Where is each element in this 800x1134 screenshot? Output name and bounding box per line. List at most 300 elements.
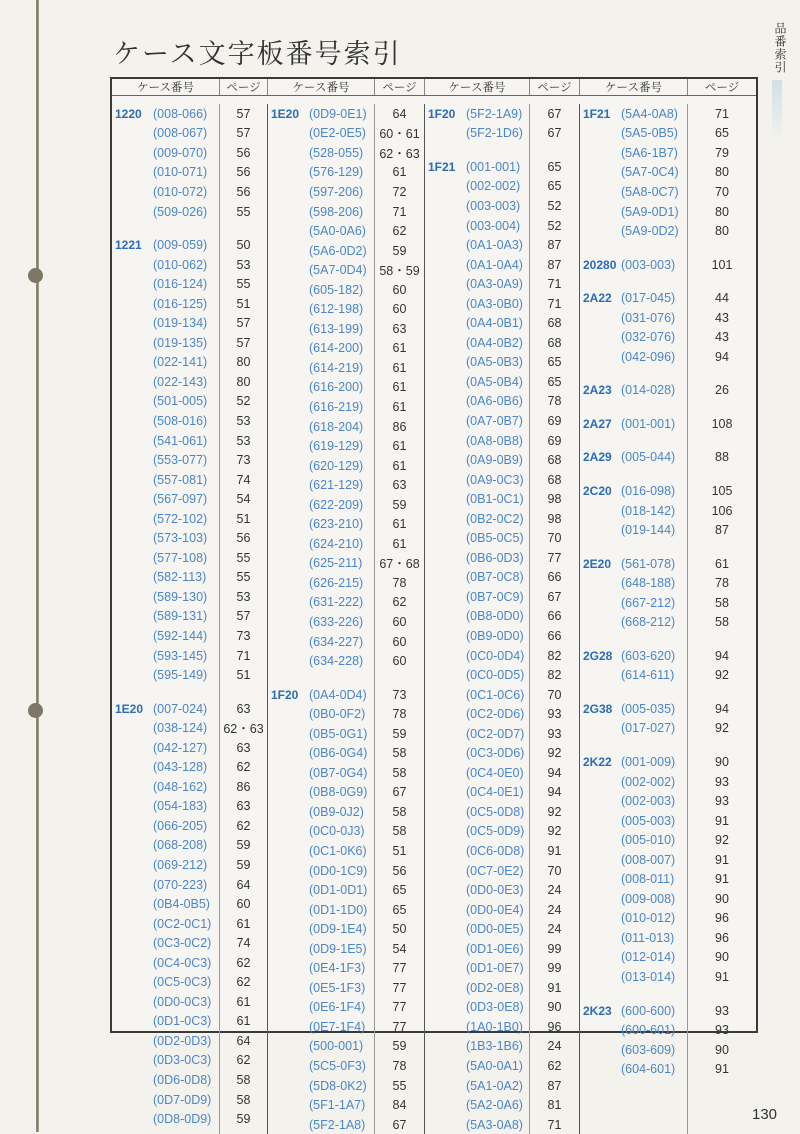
- table-row: [580, 666, 687, 686]
- table-row: [425, 1056, 529, 1076]
- table-row: [268, 202, 374, 222]
- model-number: 2A27: [583, 416, 612, 431]
- page-ref: 64: [236, 1033, 251, 1048]
- dial-code: (0D0-0E4): [466, 902, 524, 917]
- table-row: [112, 914, 219, 934]
- page-ref: 71: [547, 1117, 562, 1132]
- table-row: [580, 1059, 687, 1079]
- page-ref: 67: [547, 126, 562, 141]
- dial-code: (0A4-0B1): [466, 316, 523, 331]
- page-ref: 58: [715, 615, 729, 630]
- dial-code: (019-144): [621, 523, 676, 538]
- dial-code: (013-014): [621, 970, 676, 984]
- dial-code: (0B8-0D0): [466, 609, 524, 624]
- table-row: [112, 548, 219, 568]
- table-row: [580, 830, 687, 850]
- dial-code: (0B7-0G4): [309, 765, 368, 780]
- column-group: [580, 104, 756, 1134]
- page-ref: 91: [715, 813, 729, 828]
- dial-code: (5A5-0B5): [621, 126, 678, 141]
- dial-code: (614-200): [309, 341, 364, 356]
- dial-code: (0B7-0C9): [466, 589, 524, 604]
- table-row: [425, 587, 529, 607]
- page-ref: 61: [392, 341, 407, 356]
- table-row: [425, 861, 529, 881]
- page-ref: 69: [547, 413, 562, 428]
- dial-code: (032-076): [621, 330, 676, 345]
- dial-code: (5F2-1A9): [466, 106, 523, 121]
- table-row: [580, 646, 687, 666]
- page-ref: 62・63: [223, 722, 264, 737]
- page-ref: 57: [236, 106, 251, 121]
- model-number: 1F21: [583, 106, 611, 121]
- page-ref: 94: [715, 648, 729, 663]
- page-ref: 67: [547, 589, 562, 604]
- dial-code: (624-210): [309, 536, 364, 551]
- page-ref: 56: [392, 863, 407, 878]
- table-row: [268, 554, 374, 574]
- table-row: [268, 221, 374, 241]
- page-ref: 92: [547, 804, 562, 819]
- dial-code: (0D9-1E5): [309, 941, 367, 956]
- header-page: ページ: [375, 79, 425, 95]
- dial-code: (561-078): [621, 556, 676, 571]
- page-ref: 52: [547, 198, 562, 213]
- model-number: 1220: [115, 106, 142, 121]
- table-row: [580, 850, 687, 870]
- page-ref: 78: [392, 707, 407, 722]
- table-row: [580, 889, 687, 909]
- dial-code: (005-010): [621, 833, 676, 848]
- page-ref: 43: [715, 330, 729, 345]
- table-row: [268, 822, 374, 842]
- page-ref: 74: [236, 472, 251, 487]
- table-row: [268, 880, 374, 900]
- dial-code: (005-035): [621, 701, 676, 716]
- dial-code: (0C5-0D8): [466, 804, 525, 819]
- table-row: [268, 319, 374, 339]
- dial-code: (604-601): [621, 1062, 676, 1077]
- page-ref: 62: [236, 955, 251, 970]
- dial-code: (0C6-0D8): [466, 844, 525, 858]
- page-ref: 80: [715, 165, 729, 180]
- page-ref: 94: [547, 785, 562, 800]
- table-row: [580, 255, 687, 275]
- dial-code: (009-059): [153, 238, 208, 253]
- table-row: [112, 797, 219, 817]
- page-ref: 96: [547, 1019, 562, 1034]
- dial-code: (5F2-1A8): [309, 1117, 366, 1132]
- page-ref: 64: [236, 877, 251, 892]
- page-ref: 94: [715, 349, 729, 364]
- table-row: [580, 719, 687, 739]
- table-row: [268, 900, 374, 920]
- group-spacer: [112, 685, 219, 699]
- table-row: [580, 520, 687, 540]
- page-ref: 82: [547, 648, 562, 663]
- page-ref: 57: [236, 609, 251, 624]
- dial-code: (010-012): [621, 911, 676, 926]
- table-row: [580, 308, 687, 328]
- dial-code: (612-198): [309, 302, 364, 317]
- table-row: [268, 104, 374, 124]
- dial-code: (008-011): [621, 872, 675, 887]
- dial-code: (557-081): [153, 472, 208, 487]
- dial-code: (0A3-0B0): [466, 296, 523, 311]
- dial-code: (002-002): [621, 774, 676, 789]
- page-ref: 54: [236, 492, 251, 507]
- table-row: [112, 646, 219, 666]
- table-row: [580, 501, 687, 521]
- page-ref: 59: [236, 858, 251, 872]
- dial-code: (0C2-0D6): [466, 707, 525, 722]
- dial-code: (0B1-0C1): [466, 492, 524, 507]
- page-ref: 61: [392, 458, 407, 473]
- dial-code: (0C3-0D6): [466, 746, 525, 761]
- page-ref: 68: [547, 316, 562, 331]
- dial-code: (618-204): [309, 419, 364, 434]
- dial-code: (0D0-0E5): [466, 922, 524, 937]
- page-ref: 44: [715, 291, 729, 306]
- table-row: [112, 1051, 219, 1071]
- page-ref: 93: [715, 1003, 729, 1018]
- table-row: [425, 1037, 529, 1057]
- page-ref: 24: [547, 922, 562, 937]
- dial-code: (597-206): [309, 184, 364, 199]
- table-row: [112, 470, 219, 490]
- page-ref: 55: [236, 570, 251, 585]
- group-spacer: [688, 540, 756, 554]
- table-row: [268, 534, 374, 554]
- table-row: [425, 274, 529, 294]
- page-ref: 60: [392, 634, 407, 649]
- table-row: [112, 333, 219, 353]
- page-ref: 61: [392, 380, 407, 395]
- dial-code: (0D3-0E8): [466, 1000, 524, 1015]
- dial-code: (0A9-0B9): [466, 453, 523, 468]
- dial-code: (648-188): [621, 576, 676, 591]
- table-row: [268, 163, 374, 183]
- dial-code: (070-223): [153, 877, 208, 892]
- page-ref: 61: [236, 994, 251, 1009]
- table-row: [112, 738, 219, 758]
- dial-code: (5F1-1A7): [309, 1098, 366, 1113]
- table-row: [425, 822, 529, 842]
- dial-code: (5A6-1B7): [621, 145, 678, 160]
- page-ref: 90: [715, 891, 729, 906]
- table-row: [425, 216, 529, 236]
- table-row: [112, 124, 219, 144]
- table-row: [112, 372, 219, 392]
- page-ref: 64: [392, 106, 407, 121]
- dial-code: (010-071): [153, 165, 208, 180]
- model-number: 1E20: [115, 701, 144, 716]
- dial-code: (509-026): [153, 204, 208, 219]
- table-row: [580, 481, 687, 501]
- table-row: [268, 1017, 374, 1037]
- dial-code: (0B6-0G4): [309, 746, 368, 761]
- page-ref: 91: [715, 852, 729, 867]
- dial-code: (0A3-0A9): [466, 277, 523, 292]
- table-row: [112, 1109, 219, 1129]
- dial-code: (0A5-0B3): [466, 355, 523, 370]
- group-spacer: [580, 540, 687, 554]
- table-row: [268, 299, 374, 319]
- dial-code: (0C0-0D4): [466, 648, 525, 663]
- table-row: [425, 255, 529, 275]
- dial-code: (5A9-0D2): [621, 224, 679, 239]
- table-row: [425, 124, 529, 144]
- header-case-number: ケース番号: [580, 79, 688, 95]
- page-ref: 60: [392, 614, 407, 629]
- dial-code: (0D1-0C3): [153, 1014, 212, 1029]
- page-ref: 61: [715, 556, 729, 571]
- table-row: [425, 783, 529, 803]
- table-row: [425, 1076, 529, 1096]
- table-row: [580, 347, 687, 367]
- dial-code: (573-103): [153, 531, 208, 546]
- dial-code: (0C4-0C3): [153, 955, 212, 970]
- page-ref: 53: [236, 257, 251, 272]
- page-ref: 61: [392, 360, 407, 375]
- page-ref: 62: [236, 975, 251, 990]
- dial-code: (008-067): [153, 126, 208, 141]
- dial-code: (022-141): [153, 355, 208, 370]
- page-ref: 71: [547, 296, 562, 311]
- dial-code: (5F2-1D6): [466, 126, 523, 141]
- dial-code: (613-199): [309, 321, 364, 336]
- table-row: [112, 450, 219, 470]
- dial-code: (009-008): [621, 891, 676, 906]
- group-spacer: [688, 987, 756, 1001]
- table-header: [112, 79, 756, 96]
- group-spacer: [580, 241, 687, 255]
- page-ref: 59: [236, 1112, 251, 1127]
- page-ref: 62・63: [379, 146, 420, 161]
- page-ref: 96: [715, 930, 729, 945]
- dial-code: (0D1-1D0): [309, 902, 368, 917]
- page-ref: 66: [547, 609, 562, 624]
- group-spacer: [688, 685, 756, 699]
- page-ref: 86: [392, 419, 407, 434]
- page-ref: 59: [392, 1039, 407, 1054]
- case-dial-index-table: [110, 77, 758, 1132]
- page-ref: 52: [547, 218, 562, 233]
- page-ref: 61: [236, 916, 251, 931]
- table-row: [425, 939, 529, 959]
- table-row: [580, 791, 687, 811]
- table-row: [425, 763, 529, 783]
- page-ref: 60: [236, 897, 251, 912]
- dial-code: (5A7-0C4): [621, 165, 679, 180]
- page-ref: 53: [236, 413, 251, 428]
- dial-code: (0D0-1C9): [309, 863, 368, 878]
- page-ref: 60: [392, 654, 407, 669]
- dial-code: (5A9-0D1): [621, 204, 679, 219]
- table-row: [425, 900, 529, 920]
- table-row: [580, 573, 687, 593]
- page-ref: 50: [236, 238, 251, 253]
- dial-code: (0D7-0D9): [153, 1092, 212, 1107]
- table-row: [268, 593, 374, 613]
- table-row: [580, 870, 687, 890]
- dial-code: (0E4-1F3): [309, 961, 366, 976]
- dial-code: (0D0-0E3): [466, 883, 524, 898]
- dial-code: (0A4-0D4): [309, 687, 367, 702]
- page-ref: 78: [392, 1059, 407, 1074]
- page-ref: 93: [715, 794, 729, 809]
- page-ref: 82: [547, 668, 562, 683]
- page-ref: 87: [547, 1078, 562, 1093]
- page-ref: 56: [236, 184, 251, 199]
- table-row: [268, 260, 374, 280]
- table-row: [580, 163, 687, 183]
- page-ref: 65: [547, 355, 562, 370]
- page-ref: 87: [547, 257, 562, 272]
- table-row: [580, 104, 687, 124]
- page-ref: 90: [715, 950, 729, 965]
- table-row: [268, 998, 374, 1018]
- table-row: [425, 157, 529, 177]
- dial-code: (5A0-0A1): [466, 1059, 523, 1074]
- dial-code: (667-212): [621, 595, 676, 610]
- table-row: [425, 646, 529, 666]
- page-ref: 91: [547, 980, 562, 995]
- table-row: [425, 104, 529, 124]
- dial-code: (0D1-0E7): [466, 961, 524, 976]
- dial-code: (616-200): [309, 380, 364, 395]
- dial-code: (048-162): [153, 779, 208, 794]
- page-ref: 67: [547, 106, 562, 121]
- dial-code: (0D9-1E4): [309, 922, 367, 937]
- dial-code: (614-611): [621, 668, 675, 683]
- page-ref: 52: [236, 394, 251, 409]
- page-ref: 53: [236, 433, 251, 448]
- dial-code: (5A2-0A6): [466, 1098, 523, 1113]
- page-ref: 55: [236, 277, 251, 292]
- table-row: [580, 554, 687, 574]
- group-spacer: [580, 274, 687, 288]
- dial-code: (0C4-0E0): [466, 765, 524, 780]
- group-spacer: [688, 400, 756, 414]
- page-ref: 98: [547, 492, 562, 507]
- model-number: 2G28: [583, 648, 613, 663]
- model-number: 20280: [583, 257, 617, 272]
- page-ref: 78: [547, 394, 562, 409]
- table-body: [112, 96, 756, 1134]
- dial-code: (0E7-1F4): [309, 1019, 366, 1034]
- page-ref: 63: [392, 478, 407, 493]
- table-row: [425, 313, 529, 333]
- table-row: [268, 632, 374, 652]
- page-ref: 69: [547, 433, 562, 448]
- dial-code: (054-183): [153, 799, 208, 814]
- dial-code: (0B2-0C2): [466, 511, 524, 526]
- header-page: ページ: [220, 79, 268, 95]
- table-row: [112, 392, 219, 412]
- table-row: [268, 514, 374, 534]
- page-ref: 71: [236, 648, 251, 663]
- table-row: [425, 509, 529, 529]
- dial-code: (003-003): [466, 198, 521, 213]
- table-row: [268, 182, 374, 202]
- table-row: [580, 1040, 687, 1060]
- dial-code: (0D2-0E8): [466, 980, 524, 995]
- page-ref: 93: [715, 1023, 729, 1038]
- table-row: [112, 607, 219, 627]
- page-ref: 58: [392, 765, 407, 780]
- table-row: [580, 593, 687, 613]
- table-row: [580, 948, 687, 968]
- case-number-column: [425, 104, 530, 1134]
- page-ref: 58: [392, 824, 407, 839]
- page-ref: 86: [236, 779, 251, 794]
- page-ref: 77: [392, 1019, 407, 1034]
- group-spacer: [268, 671, 374, 685]
- page-ref: 57: [236, 335, 251, 350]
- page-ref: 66: [547, 628, 562, 643]
- page-ref: 98: [547, 511, 562, 526]
- dial-code: (614-219): [309, 360, 364, 375]
- page-ref: 68: [547, 472, 562, 487]
- table-row: [112, 489, 219, 509]
- table-row: [580, 699, 687, 719]
- model-number: 2E20: [583, 556, 612, 571]
- table-row: [112, 1012, 219, 1032]
- page-ref: 58・59: [379, 264, 420, 279]
- page-ref: 92: [547, 746, 562, 761]
- header-case-number: ケース番号: [268, 79, 375, 95]
- table-row: [425, 411, 529, 431]
- group-spacer: [688, 274, 756, 288]
- dial-code: (0B4-0B5): [153, 897, 210, 912]
- model-number: 2C20: [583, 483, 612, 498]
- model-number: 2A22: [583, 291, 612, 306]
- page-ref: 24: [547, 883, 562, 898]
- dial-code: (001-001): [466, 159, 521, 174]
- table-row: [112, 313, 219, 333]
- dial-code: (066-205): [153, 818, 208, 833]
- table-row: [425, 626, 529, 646]
- dial-code: (003-004): [466, 218, 521, 233]
- page-ref: 55: [236, 204, 251, 219]
- page-ref: 90: [547, 1000, 562, 1015]
- page-ref: 108: [711, 416, 733, 431]
- dial-code: (5A1-0A2): [466, 1078, 523, 1093]
- dial-code: (0B7-0C8): [466, 570, 524, 585]
- page-ref: 62: [547, 1059, 562, 1074]
- page-ref: 63: [392, 321, 407, 336]
- dial-code: (621-129): [309, 478, 364, 493]
- dial-code: (011-013): [621, 930, 675, 945]
- page-ref: 92: [547, 824, 562, 839]
- table-row: [425, 294, 529, 314]
- table-row: [268, 744, 374, 764]
- dial-code: (5A0-0A6): [309, 224, 366, 239]
- page-ref: 70: [547, 863, 562, 878]
- page-ref: 61: [392, 165, 407, 180]
- header-case-number: ケース番号: [112, 79, 220, 95]
- table-row: [268, 397, 374, 417]
- table-row: [268, 919, 374, 939]
- table-row: [425, 880, 529, 900]
- table-row: [112, 626, 219, 646]
- model-number: 2K22: [583, 754, 612, 769]
- page-ref: 24: [547, 902, 562, 917]
- page-ref: 58: [236, 1073, 251, 1088]
- page-ref: 24: [547, 1039, 562, 1054]
- page-ref: 73: [236, 628, 251, 643]
